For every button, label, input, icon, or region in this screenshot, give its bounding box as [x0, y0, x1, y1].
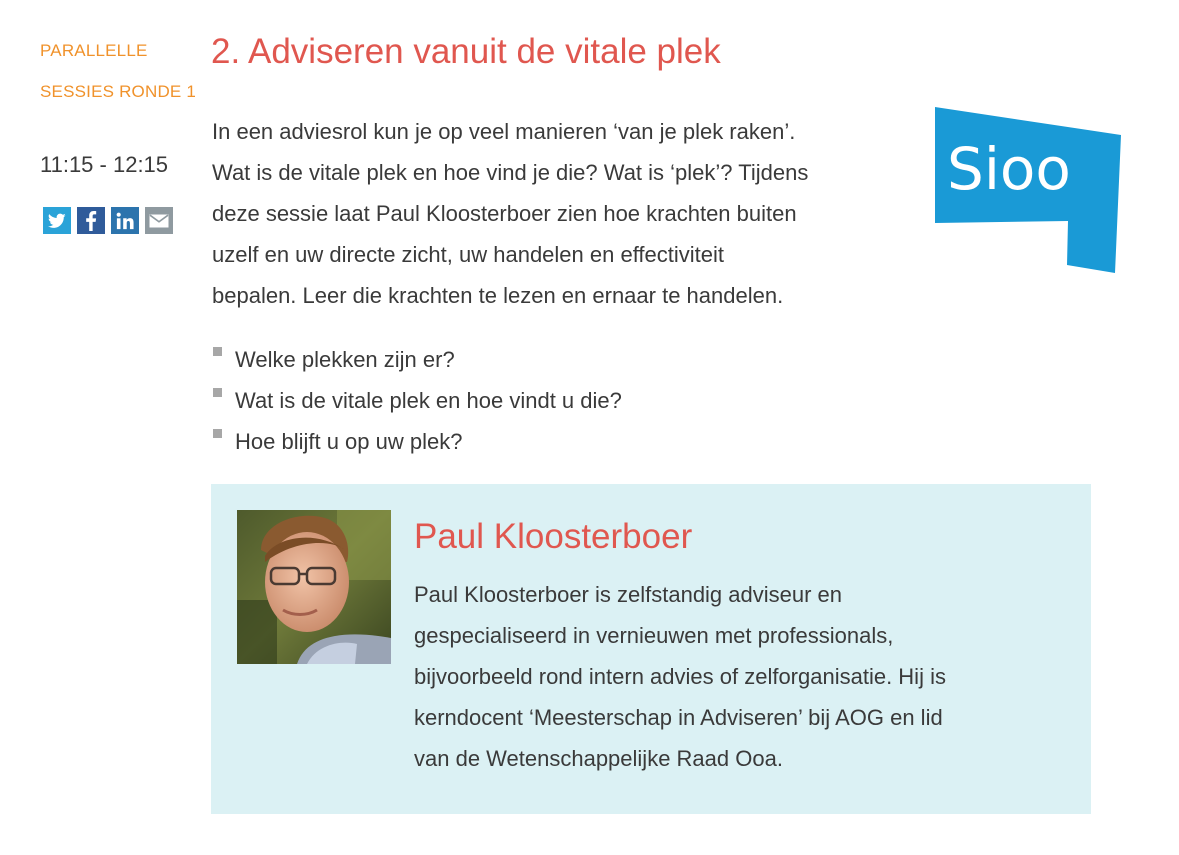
session-description — [212, 111, 912, 316]
session-category-line-1: PARALLELLE — [40, 41, 148, 60]
session-category-line-2: SESSIES RONDE 1 — [40, 82, 197, 101]
share-twitter-button[interactable] — [43, 207, 71, 234]
description-line: uzelf en uw directe zicht, uw handelen en effectiviteit — [212, 242, 725, 267]
mail-icon — [149, 214, 169, 228]
speaker-bio — [414, 574, 946, 779]
list-item: Wat is de vitale plek en hoe vindt u die? — [212, 380, 622, 421]
bio-line: bijvoorbeeld rond intern advies of zelforganisatie. Hij is — [414, 664, 946, 689]
facebook-icon — [85, 211, 97, 231]
list-item: Welke plekken zijn er? — [212, 339, 622, 380]
description-line: bepalen. Leer die krachten te lezen en ernaar te handelen. — [212, 283, 784, 308]
sioo-logo — [935, 107, 1121, 273]
sioo-logo-text: Sioo — [947, 135, 1071, 203]
list-item: Hoe blijft u op uw plek? — [212, 421, 622, 462]
bio-line: Paul Kloosterboer is zelfstandig adviseur en — [414, 582, 843, 607]
speaker-card — [211, 484, 1091, 814]
description-line: Wat is de vitale plek en hoe vind je die? Wat is ‘plek’? Tijdens — [212, 160, 809, 185]
description-line: deze sessie laat Paul Kloosterboer zien hoe krachten buiten — [212, 201, 797, 226]
session-time: 11:15 - 12:15 — [40, 152, 169, 177]
bio-line: gespecialiseerd in vernieuwen met professionals, — [414, 623, 894, 648]
session-category — [40, 30, 215, 112]
bio-line: kerndocent ‘Meesterschap in Adviseren’ bij AOG en lid — [414, 705, 943, 730]
linkedin-icon — [116, 212, 134, 230]
bio-line: van de Wetenschappelijke Raad Ooa. — [414, 746, 783, 771]
twitter-icon — [48, 213, 66, 229]
description-line: In een adviesrol kun je op veel manieren ‘van je plek raken’. — [212, 119, 796, 144]
share-buttons — [43, 207, 173, 234]
share-mail-button[interactable] — [145, 207, 173, 234]
session-questions-list — [212, 339, 622, 462]
share-linkedin-button[interactable] — [111, 207, 139, 234]
share-facebook-button[interactable] — [77, 207, 105, 234]
speaker-name: Paul Kloosterboer — [414, 517, 693, 556]
session-title: 2. Adviseren vanuit de vitale plek — [211, 32, 721, 71]
speaker-photo — [237, 510, 391, 664]
